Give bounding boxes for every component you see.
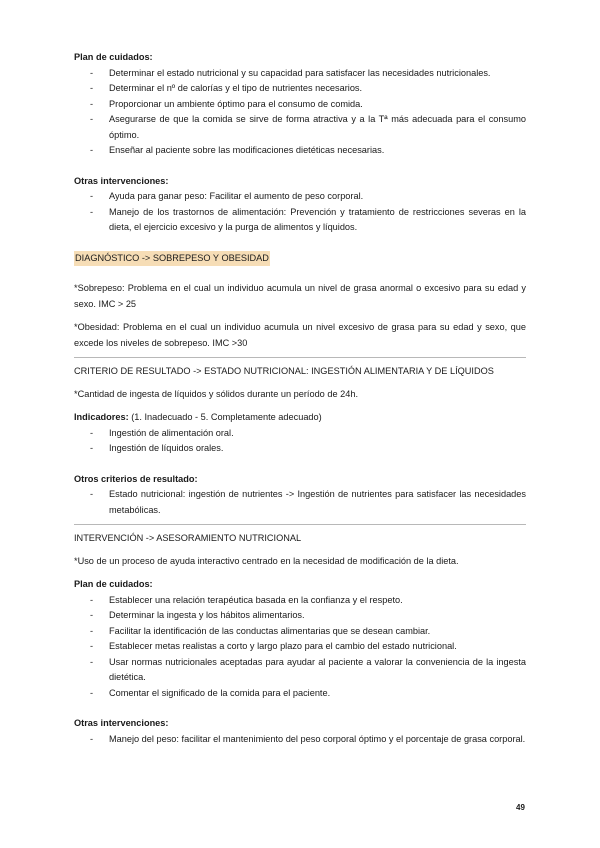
list-item: - Determinar el estado nutricional y su capacidad para satisfacer las necesidades nutricionales.: [90, 67, 491, 78]
list-item: - Establecer una relación terapéutica basada en la confianza y el respeto.: [90, 594, 403, 605]
otros-criterios-heading: Otros criterios de resultado:: [74, 473, 198, 484]
list-item: - Manejo de los trastornos de alimentación: Prevención y tratamiento de restricciones severas en la dieta, el ejercicio excesivo y la purga de alimentos y líquidos.: [90, 206, 526, 232]
list-item: - Comentar el significado de la comida para el paciente.: [90, 687, 331, 698]
list-item: - Establecer metas realistas a corto y largo plazo para el cambio del estado nutricional.: [90, 641, 457, 651]
criterion-description: *Cantidad de ingesta de líquidos y sólidos durante un período de 24h.: [74, 388, 358, 399]
list-item: - Usar normas nutricionales aceptadas para ayudar al paciente a valorar la conveniencia de la ingesta dietética.: [90, 656, 526, 682]
sobrepeso-definition: *Sobrepeso: Problema en el cual un individuo acumula un nivel de grasa anormal o excesivo para su edad y sexo. IMC > 25: [74, 283, 526, 309]
list-item: - Determinar la ingesta y los hábitos alimentarios.: [90, 610, 305, 620]
otras-intervenciones-list: [74, 189, 526, 236]
intervention-description: *Uso de un proceso de ayuda interactivo centrado en la necesidad de modificación de la dieta.: [74, 555, 459, 566]
plan-de-cuidados-heading: Plan de cuidados:: [74, 52, 153, 62]
list-item: - Determinar el nº de calorías y el tipo de nutrientes necesarios.: [90, 83, 363, 93]
indicators-heading: Indicadores: (1. Inadecuado - 5. Completamente adecuado): [74, 412, 322, 422]
diagnosis-title: DIAGNÓSTICO -> SOBREPESO Y OBESIDAD: [74, 251, 526, 267]
list-item: - Estado nutricional: ingestión de nutrientes -> Ingestión de nutrientes para satisfacer las necesidades metabólicas.: [90, 489, 526, 515]
otros-criterios-list: [74, 487, 526, 518]
intervention-otras-heading: Otras intervenciones:: [74, 718, 169, 728]
list-item: - Facilitar la identificación de las conductas alimentarias que se desean cambiar.: [90, 625, 431, 636]
section-divider: [74, 524, 526, 525]
list-item: - Ingestión de líquidos orales.: [90, 443, 224, 453]
list-item: - Ingestión de alimentación oral.: [90, 427, 234, 438]
indicators-list: [74, 426, 526, 457]
otras-intervenciones-heading: Otras intervenciones:: [74, 175, 169, 186]
intervention-plan-list: [74, 593, 526, 702]
page-number: 49: [516, 803, 525, 812]
obesidad-definition: *Obesidad: Problema en el cual un individuo acumula un nivel excesivo de grasa para su edad y sexo, que excede los niveles de sobrepeso. IMC >30: [74, 322, 526, 348]
document-page: [74, 50, 526, 747]
criterion-title: CRITERIO DE RESULTADO -> ESTADO NUTRICIONAL: INGESTIÓN ALIMENTARIA Y DE LÍQUIDOS: [74, 366, 494, 376]
section-divider: [74, 357, 526, 358]
list-item: - Manejo del peso: facilitar el mantenimiento del peso corporal óptimo y el porcentaje de grasa corporal.: [90, 733, 526, 744]
intervention-plan-heading: Plan de cuidados:: [74, 579, 153, 589]
intervention-title: INTERVENCIÓN -> ASESORAMIENTO NUTRICIONAL: [74, 533, 302, 543]
list-item: - Asegurarse de que la comida se sirve de forma atractiva y a la Tª más adecuada para el consumo óptimo.: [90, 114, 526, 140]
plan-de-cuidados-list: [74, 66, 526, 159]
list-item: - Ayuda para ganar peso: Facilitar el aumento de peso corporal.: [90, 191, 364, 201]
intervention-otras-list: [74, 732, 526, 748]
list-item: - Enseñar al paciente sobre las modificaciones dietéticas necesarias.: [90, 145, 385, 155]
list-item: - Proporcionar un ambiente óptimo para el consumo de comida.: [90, 98, 363, 109]
